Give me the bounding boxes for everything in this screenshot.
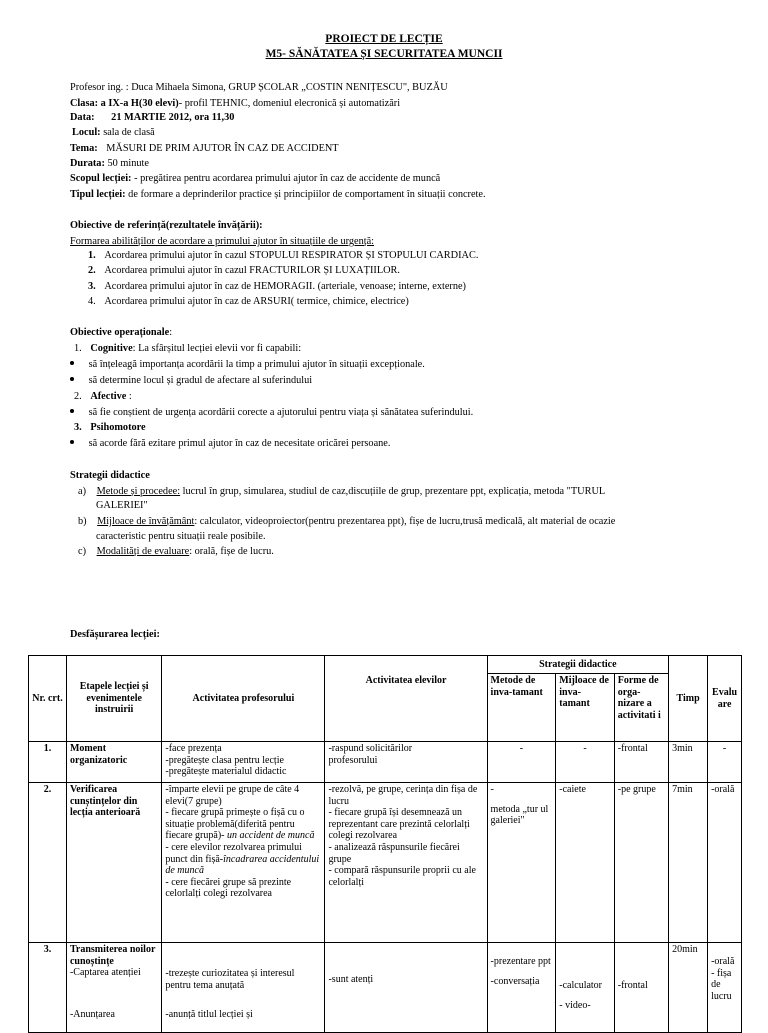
tema-value: MĂSURI DE PRIM AJUTOR ÎN CAZ DE ACCIDENT — [106, 143, 339, 154]
placeholder-glyph-icon — [328, 657, 483, 669]
document-subtitle: M5- SĂNĂTATEA ȘI SECURITATEA MUNCII — [265, 48, 503, 60]
table-row: 3. Transmiterea noilor cunoștințe -Captarea atenției -Anunțarea -trezește curiozitatea și interesul pentru tema anuțată -anunță titlul lecției și -sunt atenți -prezentare ppt -conversația -calculator - video- -frontal 20min -orală - fișa de lucru — [29, 943, 742, 1033]
tema-label: Tema: — [70, 143, 98, 154]
scopul-value: - pregătirea pentru acordarea primului ajutor în caz de accidente de muncă — [134, 173, 441, 184]
strategii-a: a) Metode și procedee: lucrul în grup, simularea, studiul de caz,discuțiile de grup, prezentare ppt, explicația, metoda "TURUL — [78, 486, 606, 497]
data-label: Data: — [70, 112, 95, 123]
bullet-icon — [70, 377, 74, 381]
clasa-label: Clasa: — [70, 98, 99, 109]
header-activitatea-profesorului: Activitatea profesorului — [162, 656, 325, 742]
tema-line — [70, 142, 339, 155]
header-evaluare: Evalu are — [708, 656, 742, 742]
header-metode: Metode de inva-tamant — [487, 674, 556, 742]
clasa-line — [70, 97, 400, 110]
cognitive-bullet: să înțeleagă importanța acordării la timp a primului ajutor în situații excepționale. — [70, 358, 425, 371]
strategii-a-cont: GALERIEI" — [96, 500, 148, 511]
tipul-line — [70, 188, 486, 201]
locul-label: Locul: — [72, 127, 101, 138]
obiective-referinta-heading: Obiective de referință(rezultatele învățării): — [70, 220, 263, 231]
durata-label: Durata: — [70, 158, 105, 169]
scopul-line — [70, 172, 440, 185]
referinta-item: 4. Acordarea primului ajutor în caz de ARSURI( termice, chimice, electrice) — [88, 296, 409, 307]
clasa-value: a IX-a H(30 elevi) — [100, 98, 179, 109]
strategii-b: b) Mijloace de învățământ: calculator, videoproiector(pentru prezentarea ppt), fișe de lucru,trusă medicală, alt material de ocazie — [78, 516, 616, 527]
profesor-line: Profesor ing. : Duca Mihaela Simona, GRUP ȘCOLAR „COSTIN NENIȚESCU", BUZĂU — [70, 82, 448, 93]
bullet-icon — [70, 361, 74, 365]
header-forme: Forme de orga-nizare a activitati i — [614, 674, 668, 742]
afective-line: 2. Afective : — [74, 391, 132, 402]
table-row: 1. Moment organizatoric -face prezența -pregătește clasa pentru lecție -pregătește materialul didactic -raspund solicitărilor profesorului - - -frontal 3min - — [29, 742, 742, 783]
afective-bullet: să fie conștient de urgența acordării corecte a ajutorului pentru viața și sănătatea suferindului. — [70, 406, 473, 419]
data-value: 21 MARTIE 2012, ora 11,30 — [111, 112, 235, 123]
referinta-item: 3. Acordarea primului ajutor în caz de HEMORAGII. (arteriale, venoase; interne, externe) — [88, 281, 466, 292]
referinta-item: 1. Acordarea primului ajutor în cazul STOPULUI RESPIRATOR ȘI STOPULUI CARDIAC. — [88, 250, 479, 261]
psihomotore-bullet: să acorde fără ezitare primul ajutor în caz de necesitate oricărei persoane. — [70, 437, 390, 450]
desfasurarea-heading: Desfășurarea lecției: — [70, 629, 160, 640]
locul-value: sala de clasă — [103, 127, 155, 138]
header-nr: Nr. crt. — [29, 656, 67, 742]
bullet-icon — [70, 409, 74, 413]
obiective-referinta-intro: Formarea abilităților de acordare a primului ajutor în situațiile de urgență: — [70, 236, 375, 247]
scopul-label: Scopul lecției: — [70, 173, 132, 184]
header-timp: Timp — [669, 656, 708, 742]
durata-line — [70, 157, 149, 170]
psihomotore-line: 3. Psihomotore — [74, 422, 146, 433]
header-strategii: Strategii didactice — [487, 656, 669, 674]
strategii-b-cont: caracteristic pentru situații reale posibile. — [96, 531, 266, 542]
lesson-table — [28, 655, 742, 1033]
locul-line — [72, 126, 155, 139]
obiective-operationale-heading: Obiective operaționale: — [70, 327, 173, 338]
strategii-heading: Strategii didactice — [70, 470, 150, 481]
tipul-label: Tipul lecției: — [70, 189, 126, 200]
clasa-profile: - profil TEHNIC, domeniul elecronică și automatizări — [178, 98, 401, 109]
header-mijloace: Mijloace de inva-tamant — [556, 674, 614, 742]
bullet-icon — [70, 440, 74, 444]
header-activitatea-elevilor: Activitatea elevilor — [325, 656, 487, 742]
data-line — [70, 111, 234, 124]
referinta-item: 2. Acordarea primului ajutor în cazul FRACTURILOR ȘI LUXAȚIILOR. — [88, 265, 401, 276]
durata-value: 50 minute — [107, 158, 149, 169]
cognitive-bullet: să determine locul și gradul de afectare al suferindului — [70, 374, 312, 387]
tipul-value: de formare a deprinderilor practice și principiilor de comportament în situații concrete. — [128, 189, 486, 200]
table-row: 2. Verificarea cunștințelor din lecția anterioară -împarte elevii pe grupe de câte 4 elevi(7 grupe) - fiecare grupă primește o fișă cu o situație problemă(diferită pentru fiecare grupă)- un accident de muncă - cere elevilor rezolvarea primului punct din fișă-încadrarea accidentului de muncă - cere fiecărei grupe să prezinte celorlalți colegi rezolvarea -rezolvă, pe grupe, cerința din fișa de lucru - fiecare grupă își desemnează un reprezentant care prezintă celorlalți colegi rezolvarea - analizează răspunsurile fiecărei grupe - compară răspunsurile proprii cu ale celorlalți - metoda „tur ul galeriei" -caiete -pe grupe 7min -orală — [29, 783, 742, 943]
strategii-c: c) Modalități de evaluare: orală, fișe de lucru. — [78, 546, 274, 557]
document-title: PROIECT DE LECȚIE — [325, 33, 443, 45]
cognitive-line: 1. Cognitive: La sfârșitul lecției elevii vor fi capabili: — [74, 343, 302, 354]
header-etape: Etapele lecției și evenimentele instruirii — [66, 656, 161, 742]
